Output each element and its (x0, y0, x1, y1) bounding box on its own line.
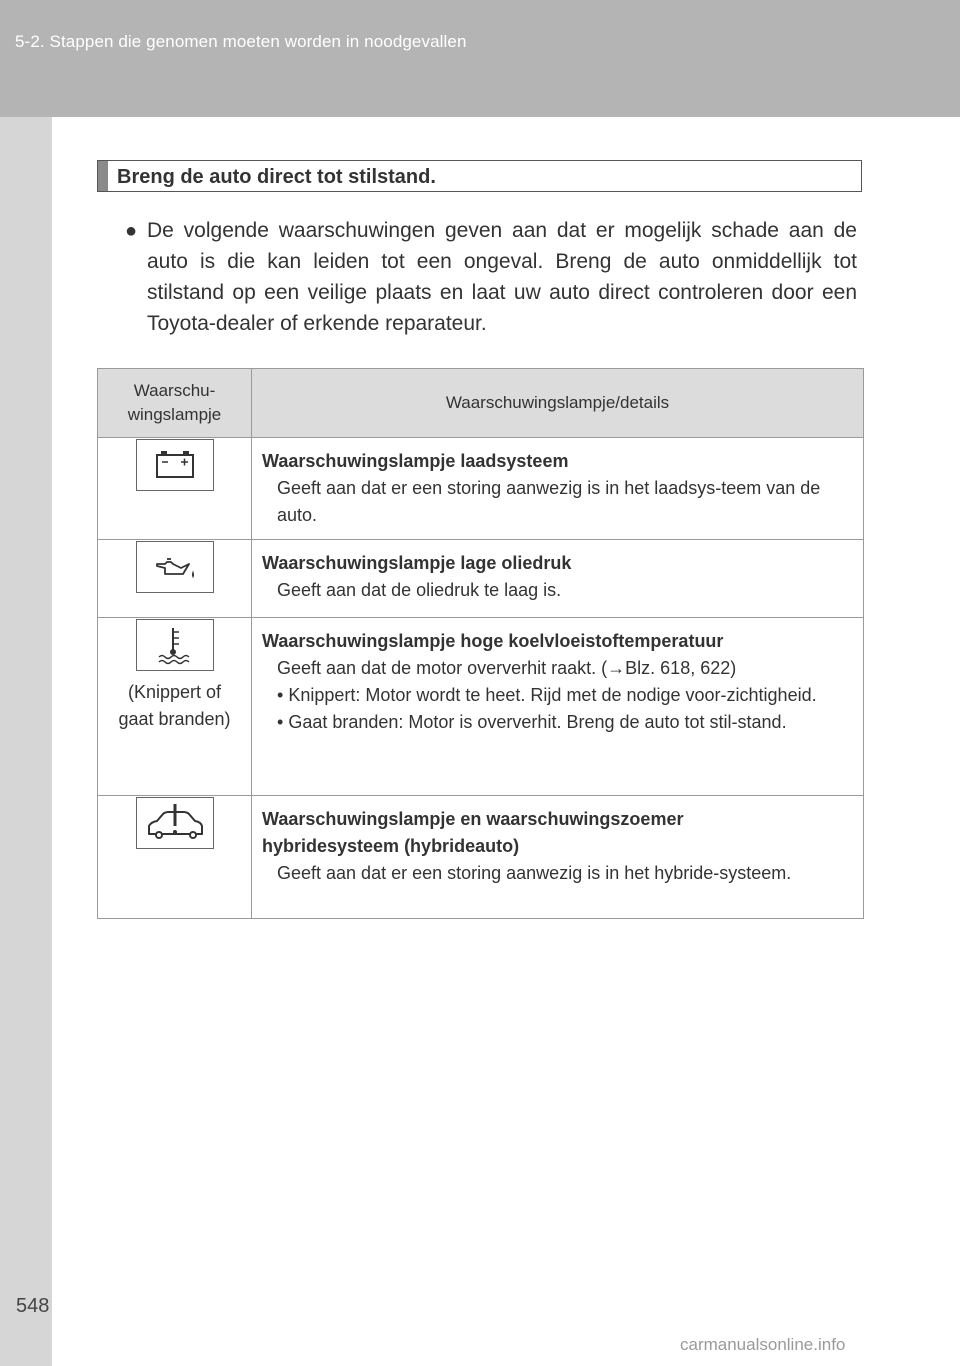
detail-bullet: • Gaat branden: Motor is oververhit. Breng de auto tot stil-stand. (262, 709, 853, 736)
detail-title: Waarschuwingslampje hoge koelvloeistoftemperatuur (262, 631, 724, 651)
detail-cell (252, 618, 864, 796)
table-row (98, 438, 864, 540)
heading-text: Breng de auto direct tot stilstand. (117, 166, 436, 188)
table-row (98, 540, 864, 618)
icon-caption (99, 679, 250, 733)
detail-cell (252, 540, 864, 618)
header-lamp-line2: wingslampje (127, 405, 222, 424)
table-header-details: Waarschuwingslampje/details (252, 369, 864, 438)
page-number: 548 (16, 1295, 50, 1317)
icon-cell (98, 618, 252, 796)
detail-title-line2: hybridesysteem (hybrideauto) (262, 836, 520, 856)
icon-cell (98, 540, 252, 618)
detail-text: Geeft aan dat de oliedruk te laag is. (277, 580, 562, 600)
caption-line1: (Knippert of (127, 682, 222, 702)
intro-paragraph: De volgende waarschuwingen geven aan dat er mogelijk schade aan de auto is die kan leiden tot een ongeval. Breng de auto onmiddellijk tot stilstand op een veilige plaats en laat uw auto direct controleren door een Toyota-dealer of erkende reparateur. (147, 219, 857, 335)
table-row (98, 618, 864, 796)
detail-bullets (262, 682, 853, 736)
warning-table (97, 368, 864, 919)
watermark: carmanualsonline.info (680, 1335, 846, 1354)
detail-text: Geeft aan dat de motor oververhit raakt. (→Blz. 618, 622) (277, 658, 737, 678)
caption-line2: gaat branden) (118, 709, 231, 729)
battery-icon (136, 439, 214, 491)
bullet-icon: ● (125, 220, 138, 242)
detail-text: Geeft aan dat er een storing aanwezig is in het hybride-systeem. (277, 863, 792, 883)
detail-bullet: • Knippert: Motor wordt te heet. Rijd met de nodige voor-zichtigheid. (262, 682, 853, 709)
icon-cell (98, 796, 252, 919)
hybrid-system-warning-icon (136, 797, 214, 849)
heading-accent-bar (98, 161, 108, 191)
detail-title: Waarschuwingslampje laadsysteem (262, 451, 569, 471)
section-title: 5-2. Stappen die genomen moeten worden in noodgevallen (15, 32, 467, 51)
table-header-lamp (98, 369, 252, 438)
heading-box (97, 160, 862, 192)
detail-title: Waarschuwingslampje lage oliedruk (262, 553, 572, 573)
header-lamp-line1: Waarschu- (133, 381, 216, 400)
oil-can-icon (136, 541, 214, 593)
detail-text: Geeft aan dat er een storing aanwezig is in het laadsys-teem van de auto. (277, 478, 821, 525)
detail-cell (252, 796, 864, 919)
table-header-row (98, 369, 864, 438)
icon-cell (98, 438, 252, 540)
detail-title-line1: Waarschuwingslampje en waarschuwingszoemer (262, 809, 684, 829)
detail-cell (252, 438, 864, 540)
header-band (0, 0, 960, 117)
coolant-temperature-icon (136, 619, 214, 671)
table-row (98, 796, 864, 919)
